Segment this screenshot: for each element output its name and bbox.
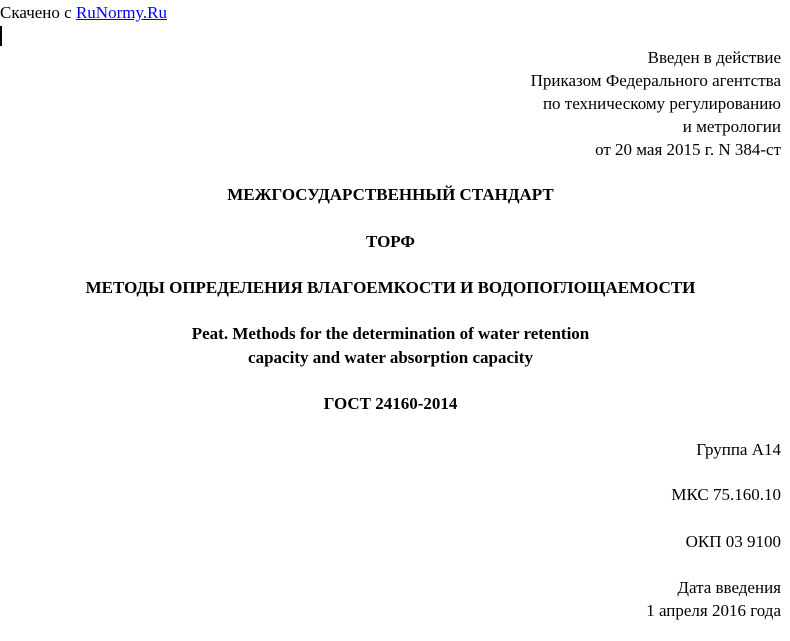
introduction-date-value: 1 апреля 2016 года — [646, 601, 781, 620]
subject-heading: ТОРФ — [365, 232, 416, 251]
enactment-line: Приказом Федерального агентства — [530, 71, 781, 90]
enactment-line: по техническому регулированию — [542, 94, 781, 113]
introduction-date-block — [646, 576, 781, 622]
enactment-line: от 20 мая 2015 г. N 384-ст — [595, 140, 781, 159]
mks-code: МКС 75.160.10 — [671, 485, 781, 504]
okp-code: ОКП 03 9100 — [685, 532, 781, 551]
introduction-date-label: Дата введения — [677, 578, 781, 597]
standard-name-ru: МЕТОДЫ ОПРЕДЕЛЕНИЯ ВЛАГОЕМКОСТИ И ВОДОПОГЛОЩАЕМОСТИ — [85, 278, 696, 297]
standard-name-en-line2: capacity and water absorption capacity — [248, 348, 533, 367]
enactment-block — [531, 46, 781, 161]
runormy-link[interactable]: RuNormy.Ru — [75, 3, 167, 22]
enactment-line: Введен в действие — [647, 48, 781, 67]
text-cursor — [0, 26, 2, 46]
enactment-line: и метрологии — [682, 117, 781, 136]
download-source-line — [0, 1, 167, 24]
standard-name-en — [0, 322, 781, 370]
standard-designation: ГОСТ 24160-2014 — [323, 394, 458, 413]
download-prefix: Скачено с — [0, 3, 76, 22]
group-code: Группа А14 — [696, 440, 781, 459]
standard-name-en-line1: Peat. Methods for the determination of water retention — [191, 324, 590, 343]
standard-type-heading: МЕЖГОСУДАРСТВЕННЫЙ СТАНДАРТ — [227, 185, 554, 204]
